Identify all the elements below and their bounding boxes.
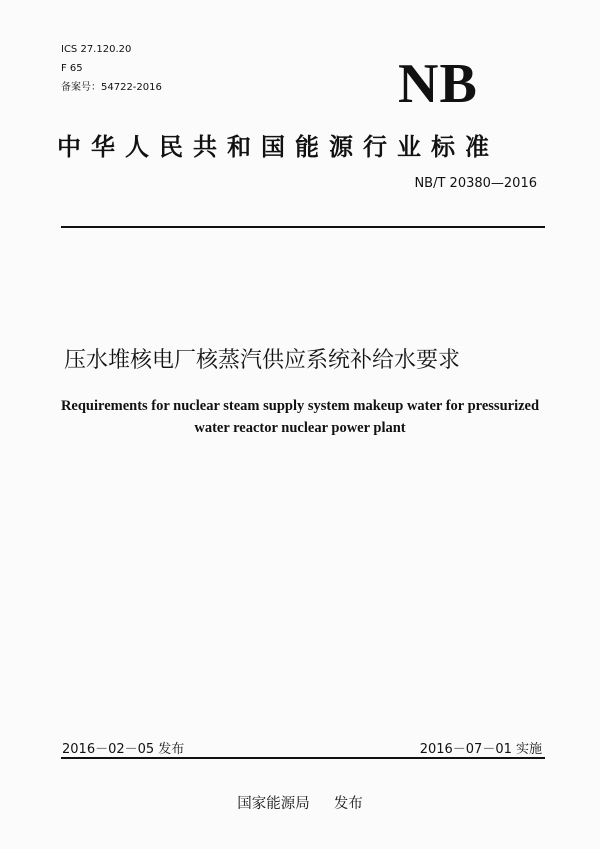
standard-number: NB/T 20380—2016 <box>414 176 537 191</box>
top-divider <box>61 226 545 228</box>
title-english <box>30 395 570 439</box>
filing-number: 备案号：54722-2016 <box>61 82 162 93</box>
publisher-name: 国家能源局 <box>237 796 310 812</box>
title-english-line-1: Requirements for nuclear steam supply system makeup water for pressurized <box>60 398 540 414</box>
issue-date: 2016－02－05 发布 <box>62 742 185 757</box>
publisher-line <box>0 792 600 813</box>
classification-block <box>61 40 162 97</box>
standard-type-heading: 中华人民共和国能源行业标准 <box>57 133 499 161</box>
title-chinese: 压水堆核电厂核蒸汽供应系统补给水要求 <box>64 348 461 373</box>
title-english-line-2: water reactor nuclear power plant <box>194 420 406 436</box>
nb-logo: NB <box>398 53 478 115</box>
implementation-date: 2016－07－01 实施 <box>419 742 542 757</box>
publish-action: 发布 <box>333 796 363 812</box>
ccs-code: F 65 <box>61 63 83 74</box>
ics-code: ICS 27.120.20 <box>61 44 132 55</box>
bottom-divider <box>61 757 545 759</box>
